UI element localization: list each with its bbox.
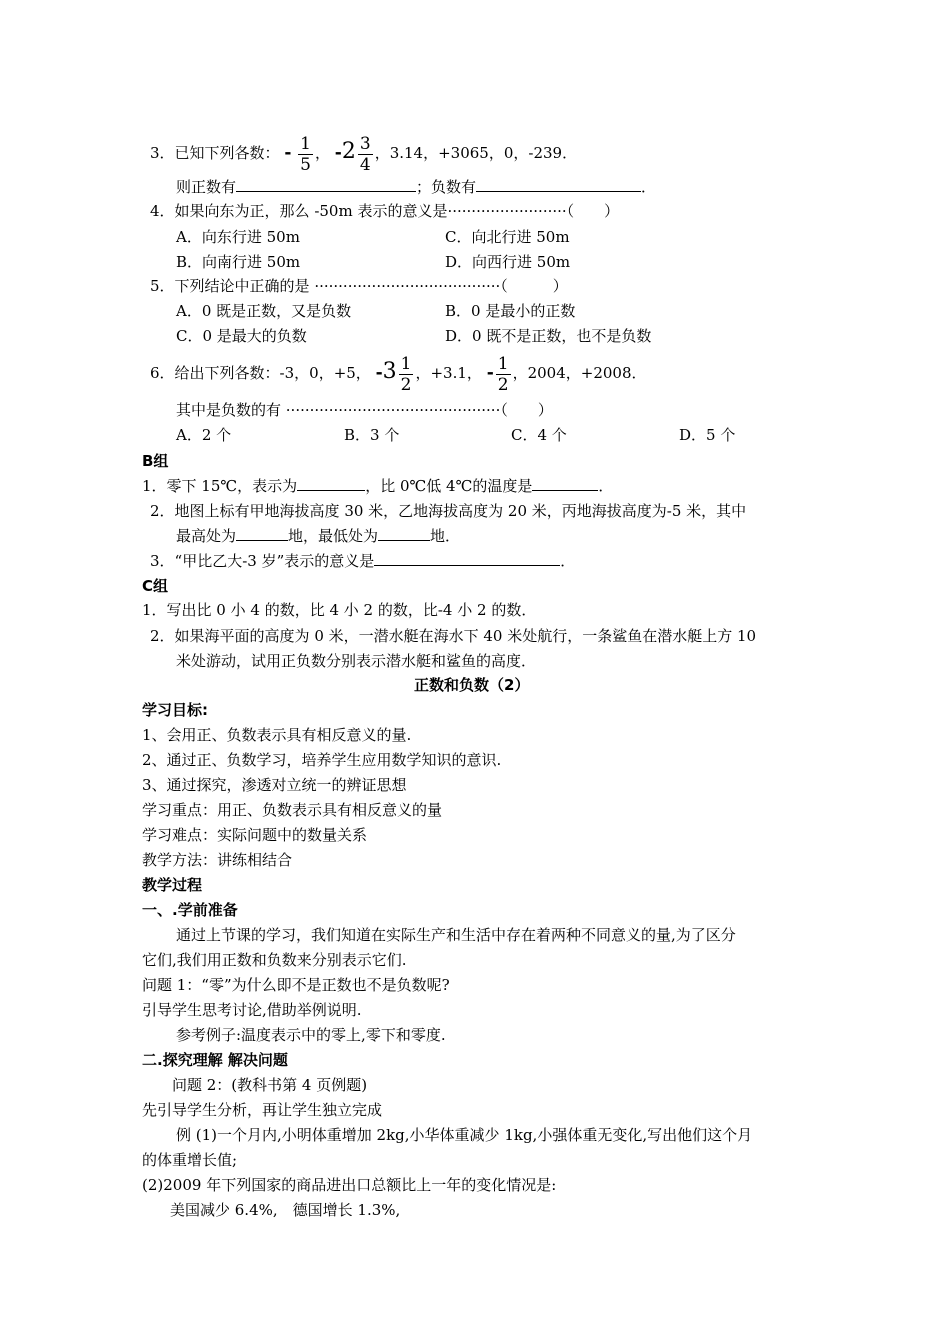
frac-den: 5 [300, 154, 311, 175]
frac-den: 2 [497, 374, 509, 395]
part1-para-line1: 通过上节课的学习，我们知道在实际生产和生活中存在着两种不同意义的量,为了区分 [176, 926, 736, 944]
process-heading: 教学过程 [142, 876, 203, 894]
frac-den: 4 [359, 154, 371, 175]
mixed-whole: 3 [382, 359, 397, 384]
q6-option-c: C．4 个 [511, 426, 567, 444]
b-q1-text: 1．零下 15℃，表示为 [142, 477, 298, 495]
question-1: 问题 1：“零”为什么即不是正数也不是负数呢? [142, 976, 450, 994]
frac-num: 3 [359, 133, 371, 154]
leader-dots: ············································· [285, 401, 501, 419]
q4-option-d: D．向西行进 50m [445, 253, 571, 271]
b-q3-text: 3．“甲比乙大-3 岁”表示的意义是 [150, 552, 375, 570]
q4-text: 4．如果向东为正，那么 -50m 表示的意义是 [150, 202, 448, 220]
b-q3 [150, 551, 575, 571]
q4-option-c: C．向北行进 50m [445, 228, 570, 246]
q5-option-d: D．0 既不是正数，也不是负数 [445, 327, 652, 345]
b-q2-text: 地． [430, 527, 461, 545]
b-q1 [142, 476, 613, 496]
b-q2-text: 最高处为 [176, 527, 237, 545]
b-q2-line2 [176, 526, 460, 546]
q6-line [150, 352, 647, 395]
q4-question [150, 201, 619, 221]
answer-blank [297, 476, 365, 491]
positive-label: 则正数有 [176, 178, 237, 196]
b-q2-line1: 2．地图上标有甲地海拔高度 30 米，乙地海拔高度为 20 米，丙地海拔高度为-5 米，其中 [150, 502, 747, 520]
section-title: 正数和负数（2） [414, 676, 530, 694]
q4-option-a: A．向东行进 50m [176, 228, 300, 246]
negative-blank [476, 177, 641, 192]
answer-blank [236, 526, 288, 541]
goal-1: 1、会用正、负数表示具有相反意义的量. [142, 726, 412, 744]
question-2: 问题 2：(教科书第 4 页例题) [172, 1076, 368, 1094]
learning-focus: 学习重点：用正、负数表示具有相反意义的量 [142, 801, 443, 819]
group-c-heading: C组 [142, 577, 169, 595]
leader-dots: ······································· [314, 277, 501, 295]
q6-option-d: D．5 个 [679, 426, 736, 444]
q6-mid: ，+3.1， [415, 364, 482, 382]
minus-sign: - [375, 363, 383, 383]
fraction-one-fifth [298, 134, 313, 175]
q5-option-a: A．0 既是正数，又是负数 [176, 302, 352, 320]
positive-blank [236, 177, 416, 192]
negative-label: ；负数有 [416, 178, 477, 196]
q6-text: 其中是负数的有 [176, 401, 286, 419]
part1-heading: 一、.学前准备 [142, 901, 238, 919]
q6-option-b: B．3 个 [344, 426, 400, 444]
minus-sign: - [334, 143, 342, 163]
q6-prefix: 6．给出下列各数：-3，0，+5， [150, 364, 371, 382]
q6-rest: ，2004，+2008． [512, 364, 647, 382]
period: ． [560, 552, 576, 570]
example-2-line2: 美国减少 6.4%, 德国增长 1.3%, [170, 1201, 401, 1219]
leader-dots: ························· [447, 202, 567, 220]
teaching-method: 教学方法：讲练相结合 [142, 851, 293, 869]
answer-blank [378, 526, 430, 541]
group-b-heading: B组 [142, 452, 169, 470]
frac-num: 1 [300, 133, 311, 154]
example-reference: 参考例子:温度表示中的零上,零下和零度. [176, 1026, 446, 1044]
q3-answer-line [176, 177, 656, 197]
goal-3: 3、通过探究，渗透对立统一的辨证思想 [142, 776, 407, 794]
period: ． [641, 178, 657, 196]
guide-1: 引导学生思考讨论,借助举例说明. [142, 1001, 362, 1019]
answer-blank [532, 476, 598, 491]
answer-paren: （ ） [500, 277, 568, 295]
q5-option-b: B．0 是最小的正数 [445, 302, 576, 320]
fraction-three-quarters [358, 134, 373, 175]
c-q2-line2: 米处游动，试用正负数分别表示潜水艇和鲨鱼的高度． [176, 652, 537, 670]
minus-sign: - [486, 363, 494, 383]
b-q1-text: ，比 0℃低 4℃的温度是 [365, 477, 533, 495]
q6-question [176, 400, 553, 420]
c-q1: 1．写出比 0 小 4 的数，比 4 小 2 的数，比-4 小 2 的数． [142, 601, 537, 619]
q3-prefix: 3．已知下列各数： [150, 144, 280, 162]
part2-heading: 二.探究理解 解决问题 [142, 1051, 288, 1069]
mixed-whole: 2 [341, 139, 356, 164]
fraction-one-half [496, 354, 511, 395]
frac-den: 2 [400, 374, 412, 395]
q3-line [150, 132, 577, 175]
period: ． [598, 477, 614, 495]
separator: ， [315, 144, 331, 162]
answer-paren: （ ） [566, 202, 620, 220]
goals-heading: 学习目标: [142, 701, 208, 719]
q6-option-a: A．2 个 [176, 426, 232, 444]
guide-2: 先引导学生分析，再让学生独立完成 [142, 1101, 383, 1119]
frac-num: 1 [400, 353, 412, 374]
b-q2-text: 地，最低处为 [288, 527, 379, 545]
answer-blank [374, 551, 560, 566]
q5-question [150, 276, 568, 296]
example-1-line1: 例 (1)一个月内,小明体重增加 2kg,小华体重减少 1kg,小强体重无变化,写出他们这个月 [176, 1126, 753, 1144]
minus-sign: - [284, 143, 292, 163]
example-2-line1: (2)2009 年下列国家的商品进出口总额比上一年的变化情况是: [142, 1176, 557, 1194]
answer-paren: （ ） [500, 401, 553, 419]
goal-2: 2、通过正、负数学习，培养学生应用数学知识的意识. [142, 751, 502, 769]
q3-rest: ，3.14，+3065，0，-239． [374, 144, 578, 162]
q4-option-b: B．向南行进 50m [176, 253, 301, 271]
fraction-one-half [399, 354, 414, 395]
q5-option-c: C．0 是最大的负数 [176, 327, 307, 345]
c-q2-line1: 2．如果海平面的高度为 0 米，一潜水艇在海水下 40 米处航行，一条鲨鱼在潜水艇上方 10 [150, 627, 757, 645]
learning-difficulty: 学习难点：实际问题中的数量关系 [142, 826, 368, 844]
frac-num: 1 [497, 353, 509, 374]
q5-text: 5．下列结论中正确的是 [150, 277, 315, 295]
example-1-line2: 的体重增长值; [142, 1151, 238, 1169]
part1-para-line2: 它们,我们用正数和负数来分别表示它们. [142, 951, 407, 969]
